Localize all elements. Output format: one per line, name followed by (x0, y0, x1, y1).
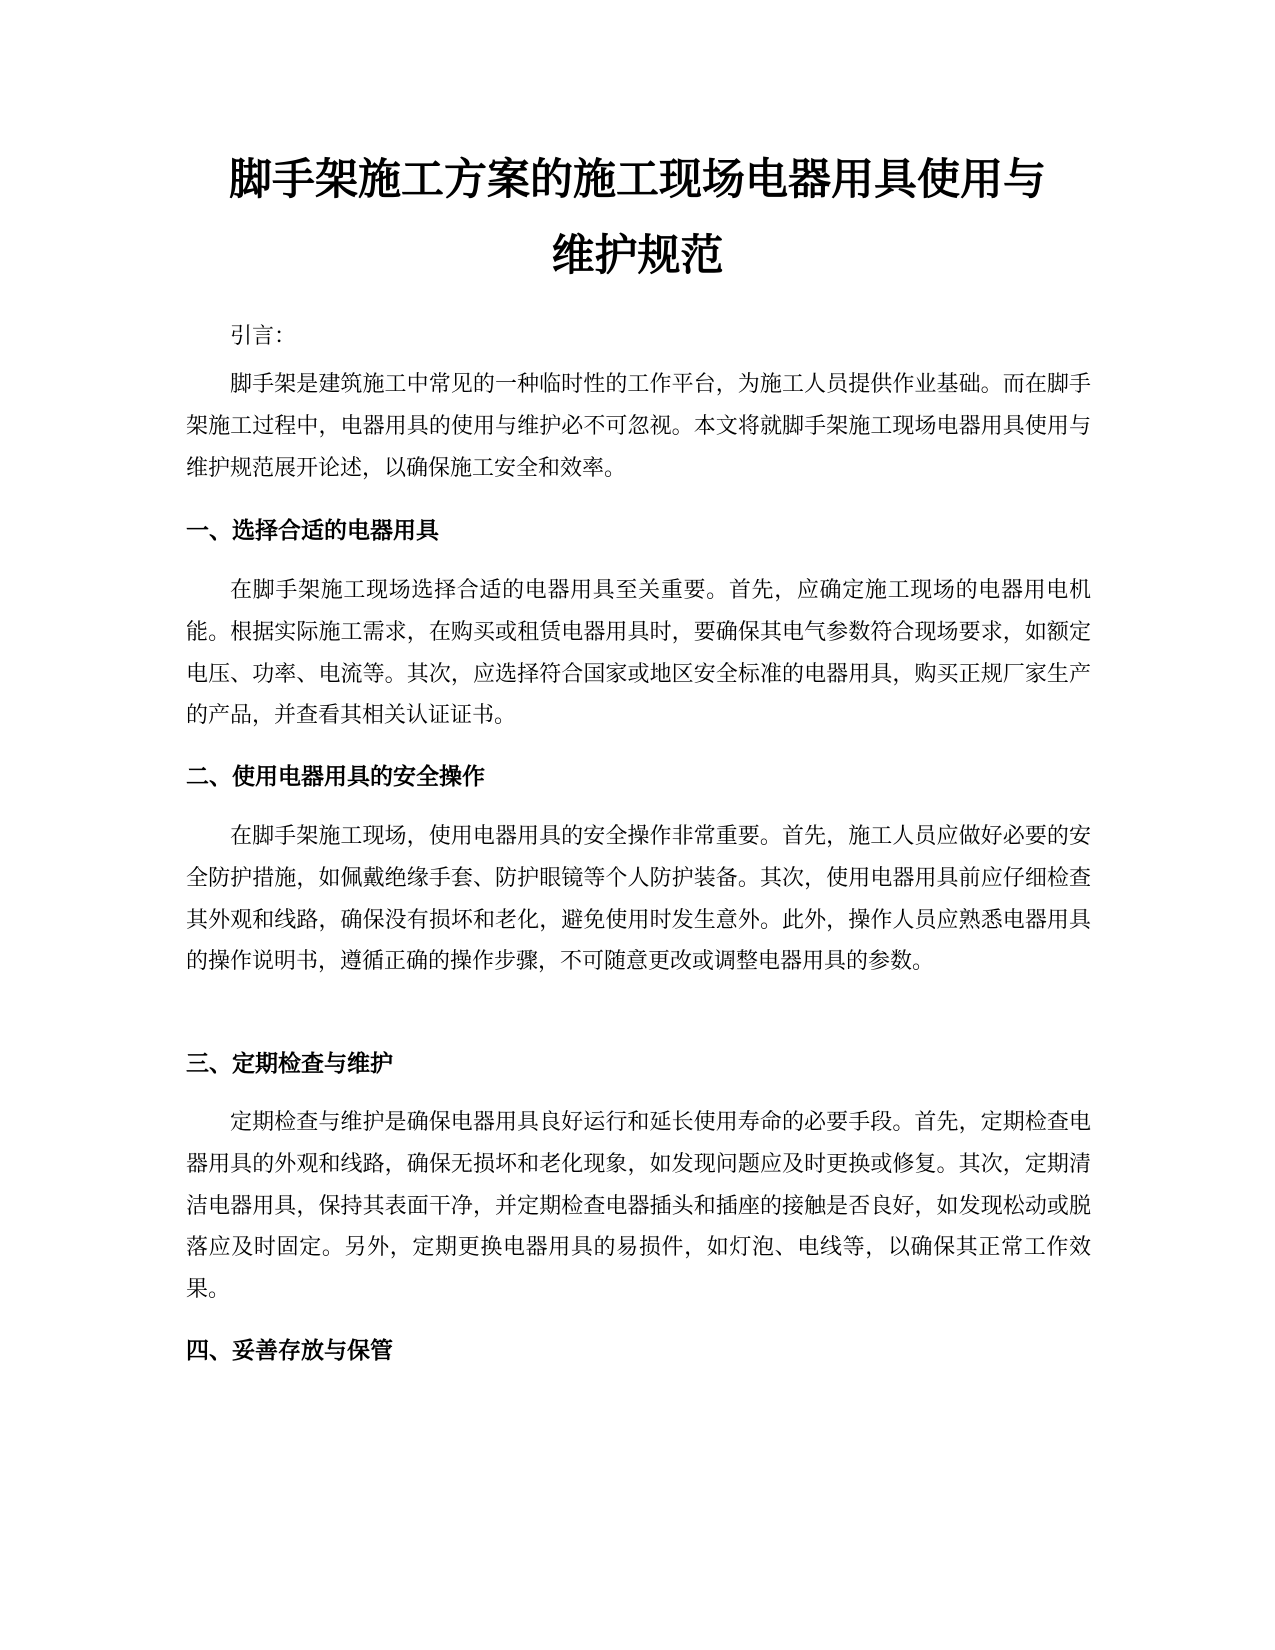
section-heading-3: 三、定期检查与维护 (186, 1051, 393, 1077)
section-heading-4: 四、妥善存放与保管 (186, 1338, 393, 1364)
intro-paragraph: 脚手架是建筑施工中常见的一种临时性的工作平台，为施工人员提供作业基础。而在脚手架施工过程中，电器用具的使用与维护必不可忽视。本文将就脚手架施工现场电器用具使用与维护规范展开论述，以确保施工安全和效率。 (186, 372, 1091, 481)
section-paragraph-3: 定期检查与维护是确保电器用具良好运行和延长使用寿命的必要手段。首先，定期检查电器用具的外观和线路，确保无损坏和老化现象，如发现问题应及时更换或修复。其次，定期清洁电器用具，保持其表面干净，并定期检查电器插头和插座的接触是否良好，如发现松动或脱落应及时固定。另外，定期更换电器用具的易损件，如灯泡、电线等，以确保其正常工作效果。 (186, 1110, 1091, 1303)
document-title-line-2: 维护规范 (551, 231, 724, 281)
section-heading-2: 二、使用电器用具的安全操作 (186, 764, 485, 790)
document-title-line-1: 脚手架施工方案的施工现场电器用具使用与 (229, 155, 1046, 205)
section-paragraph-2: 在脚手架施工现场，使用电器用具的安全操作非常重要。首先，施工人员应做好必要的安全防护措施，如佩戴绝缘手套、防护眼镜等个人防护装备。其次，使用电器用具前应仔细检查其外观和线路，确保没有损坏和老化，避免使用时发生意外。此外，操作人员应熟悉电器用具的操作说明书，遵循正确的操作步骤，不可随意更改或调整电器用具的参数。 (186, 824, 1091, 975)
section-paragraph-1: 在脚手架施工现场选择合适的电器用具至关重要。首先，应确定施工现场的电器用电机能。根据实际施工需求，在购买或租赁电器用具时，要确保其电气参数符合现场要求，如额定电压、功率、电流等。其次，应选择符合国家或地区安全标准的电器用具，购买正规厂家生产的产品，并查看其相关认证证书。 (186, 578, 1091, 729)
section-heading-1: 一、选择合适的电器用具 (186, 518, 439, 544)
intro-label: 引言： (230, 324, 297, 349)
